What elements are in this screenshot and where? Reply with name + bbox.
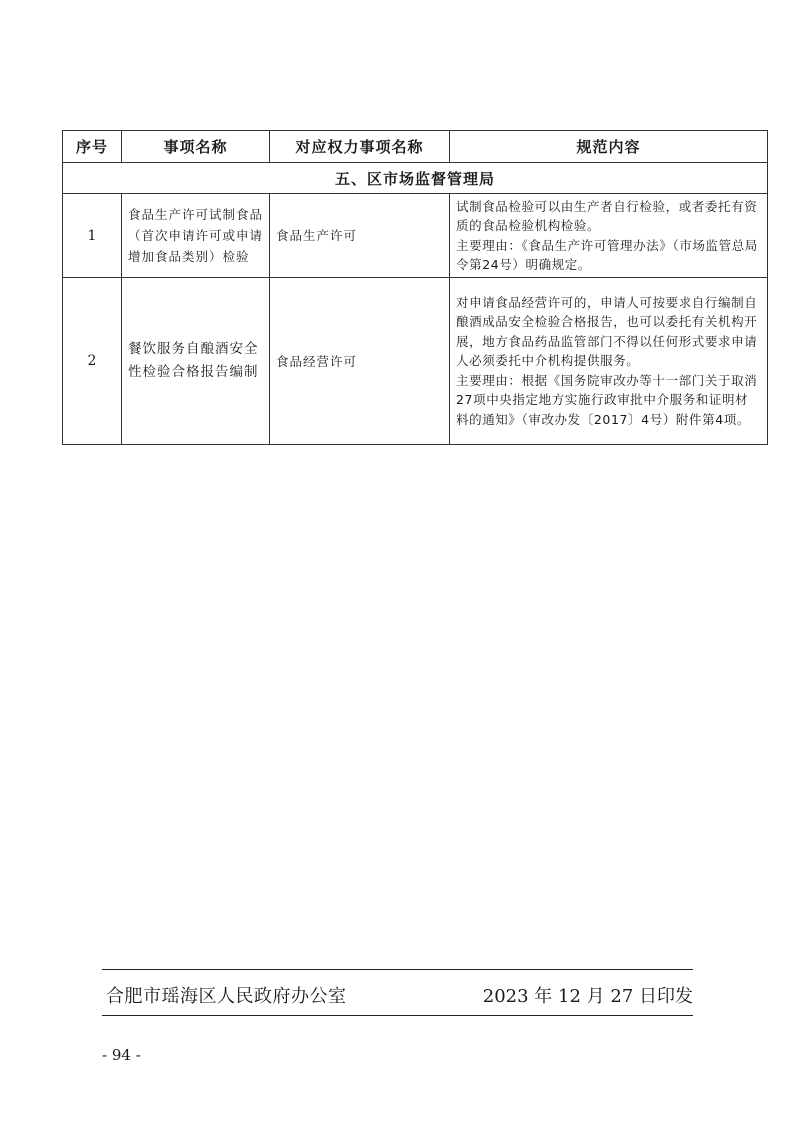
header-power-item-name: 对应权力事项名称 (270, 131, 450, 163)
regulation-table (62, 130, 768, 445)
footer-issue-date: 2023 年 12 月 27 日印发 (482, 986, 693, 1007)
content-paragraph: 对申请食品经营许可的，申请人可按要求自行编制自酿酒成品安全检验合格报告，也可以委托有关机构开展，地方食品药品监管部门不得以任何形式要求申请人必须委托中介机构提供服务。 (456, 294, 758, 369)
row-content (450, 278, 768, 445)
page-number: - 94 - (102, 1046, 141, 1064)
row-number: 1 (63, 194, 122, 278)
header-spec-content: 规范内容 (450, 131, 768, 163)
header-item-name: 事项名称 (122, 131, 270, 163)
row-content (450, 194, 768, 278)
footer-divider-bottom (102, 1015, 693, 1016)
table-row (63, 278, 768, 445)
table-row (63, 194, 768, 278)
section-row (63, 163, 768, 194)
table-header-row (63, 131, 768, 163)
row-power-name: 食品生产许可 (270, 194, 450, 278)
row-power-name: 食品经营许可 (270, 278, 450, 445)
section-title: 五、区市场监督管理局 (63, 163, 768, 194)
footer-divider-top (102, 969, 693, 970)
content-reason: 主要理由：《食品生产许可管理办法》（市场监管总局令第24号）明确规定。 (456, 237, 758, 272)
content-paragraph: 试制食品检验可以由生产者自行检验，或者委托有资质的食品检验机构检验。 (456, 198, 758, 233)
content-reason: 主要理由：根据《国务院审改办等十一部门关于取消27项中央指定地方实施行政审批中介服务和证明材料的通知》（审改办发〔2017〕4号）附件第4项。 (456, 372, 758, 427)
footer-issuing-office: 合肥市瑶海区人民政府办公室 (106, 986, 347, 1007)
row-item-name: 餐饮服务自酿酒安全性检验合格报告编制 (122, 278, 270, 445)
row-number: 2 (63, 278, 122, 445)
header-serial: 序号 (63, 131, 122, 163)
row-item-name: 食品生产许可试制食品（首次申请许可或申请增加食品类别）检验 (122, 194, 270, 278)
